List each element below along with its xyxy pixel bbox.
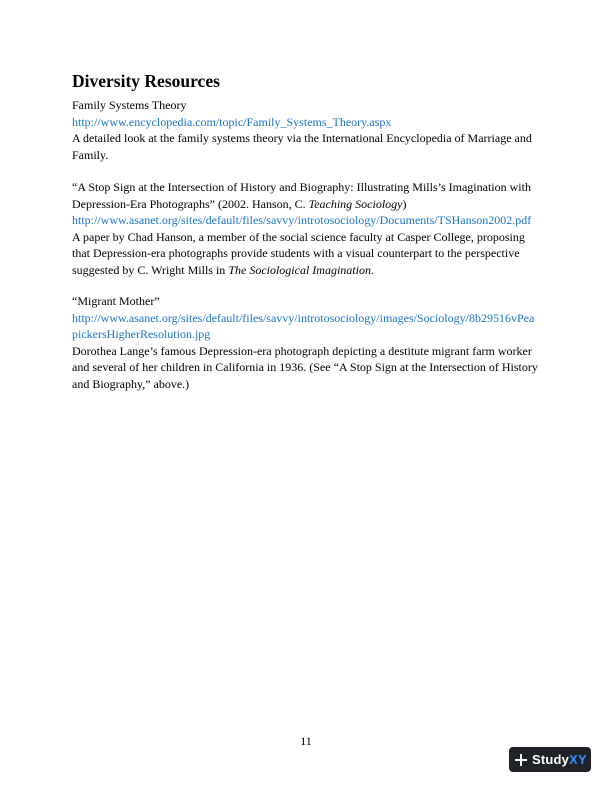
resource-link[interactable]: http://www.encyclopedia.com/topic/Family_Systems_Theory.aspx [72, 114, 392, 129]
section-heading: Diversity Resources [72, 71, 220, 91]
resource-description-text: suggested by C. Wright Mills in [72, 262, 229, 277]
resource-migrant-mother [72, 293, 542, 392]
resource-title-line [72, 196, 542, 213]
resource-description-line: and several of her children in California in 1936. (See “A Stop Sign at the Intersection of History [72, 360, 538, 374]
resource-description-line: A detailed look at the family systems theory via the International Encyclopedia of Marriage and [72, 131, 532, 145]
badge-logo-text [532, 752, 587, 767]
resource-title: “Migrant Mother” [72, 294, 160, 308]
resource-description-line: Dorothea Lange’s famous Depression-era photograph depicting a destitute migrant farm worker [72, 343, 532, 358]
page-number: 11 [300, 734, 312, 748]
resource-stop-sign [72, 179, 542, 278]
resource-title: “A Stop Sign at the Intersection of History and Biography: Illustrating Mills’s Imagination with [72, 180, 531, 194]
plus-icon [515, 754, 527, 766]
resource-description-line: A paper by Chad Hanson, a member of the social science faculty at Casper College, proposing [72, 229, 525, 244]
badge-text-accent: XY [569, 752, 587, 767]
resource-title-text: Depression-Era Photographs” (2002. Hanson, C. [72, 196, 309, 211]
resource-description-line: Family. [72, 147, 109, 162]
resource-title-text: ) [402, 196, 407, 211]
resource-link-continued[interactable]: pickersHigherResolution.jpg [72, 327, 211, 341]
badge-text-main: Study [532, 752, 570, 767]
resource-link[interactable]: http://www.asanet.org/sites/default/files/savvy/introtosociology/Documents/TSHanson2002.pdf [72, 213, 532, 227]
journal-title: Teaching Sociology [308, 196, 403, 211]
resource-link[interactable]: http://www.asanet.org/sites/default/files/savvy/introtosociology/images/Sociology/8b29516vPea [72, 310, 535, 325]
resource-description-line: that Depression-era photographs provide students with a visual counterpart to the perspective [72, 246, 520, 260]
resource-family-systems [72, 97, 542, 163]
resource-description-line: and Biography,” above.) [72, 376, 190, 391]
book-title: The Sociological Imagination. [228, 262, 374, 277]
resource-description-line [72, 262, 542, 279]
studyxy-badge [509, 747, 591, 772]
resource-title: Family Systems Theory [72, 98, 187, 112]
